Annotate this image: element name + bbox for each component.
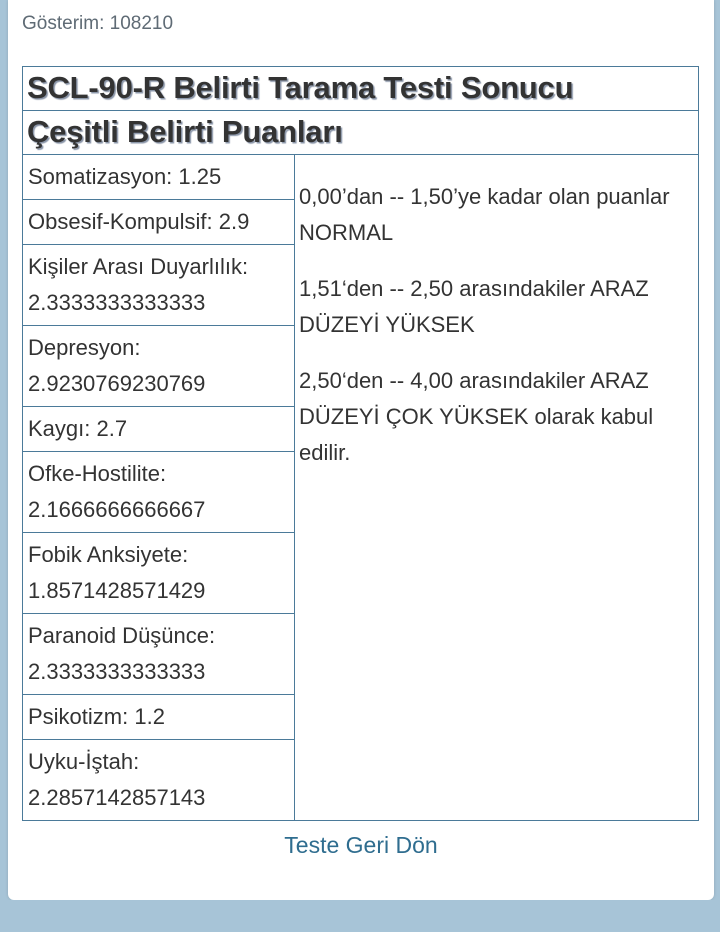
result-subtitle: Çeşitli Belirti Puanları	[23, 111, 699, 155]
score-row	[23, 326, 295, 407]
score-label: Obsesif-Kompulsif: 2.9	[28, 209, 250, 234]
result-table	[22, 66, 699, 821]
score-label: Ofke-Hostilite:	[28, 461, 167, 486]
score-value: 2.1666666666667	[28, 497, 206, 522]
score-row	[23, 407, 295, 452]
view-count: Gösterim: 108210	[22, 13, 174, 34]
score-value: 2.3333333333333	[28, 290, 206, 315]
score-row	[23, 452, 295, 533]
score-label: Uyku-İştah:	[28, 749, 140, 774]
legend-very-high: 2,50‘den -- 4,00 arasındakiler ARAZ DÜZEYİ ÇOK YÜKSEK olarak kabul edilir.	[299, 368, 654, 465]
legend-high: 1,51‘den -- 2,50 arasındakiler ARAZ DÜZEYİ YÜKSEK	[299, 276, 649, 337]
back-to-test-link[interactable]: Teste Geri Dön	[284, 832, 438, 858]
score-label: Kaygı: 2.7	[28, 416, 128, 441]
score-value: 2.9230769230769	[28, 371, 206, 396]
score-label: Fobik Anksiyete:	[28, 542, 189, 567]
score-label: Psikotizm: 1.2	[28, 704, 165, 729]
score-label: Paranoid Düşünce:	[28, 623, 216, 648]
score-label: Kişiler Arası Duyarlılık:	[28, 254, 249, 279]
legend-normal: 0,00’dan -- 1,50’ye kadar olan puanlar NORMAL	[299, 184, 670, 245]
score-legend	[295, 155, 699, 821]
score-row	[23, 740, 295, 821]
score-row	[23, 695, 295, 740]
content-card	[8, 0, 714, 900]
score-value: 2.3333333333333	[28, 659, 206, 684]
score-row	[23, 614, 295, 695]
score-value: 2.2857142857143	[28, 785, 206, 810]
result-title: SCL-90-R Belirti Tarama Testi Sonucu	[23, 67, 699, 111]
score-label: Depresyon:	[28, 335, 141, 360]
score-label: Somatizasyon: 1.25	[28, 164, 222, 189]
bottom-bar	[0, 900, 720, 932]
score-row	[23, 533, 295, 614]
score-value: 1.8571428571429	[28, 578, 206, 603]
score-row	[23, 200, 295, 245]
score-row	[23, 155, 295, 200]
score-row	[23, 245, 295, 326]
